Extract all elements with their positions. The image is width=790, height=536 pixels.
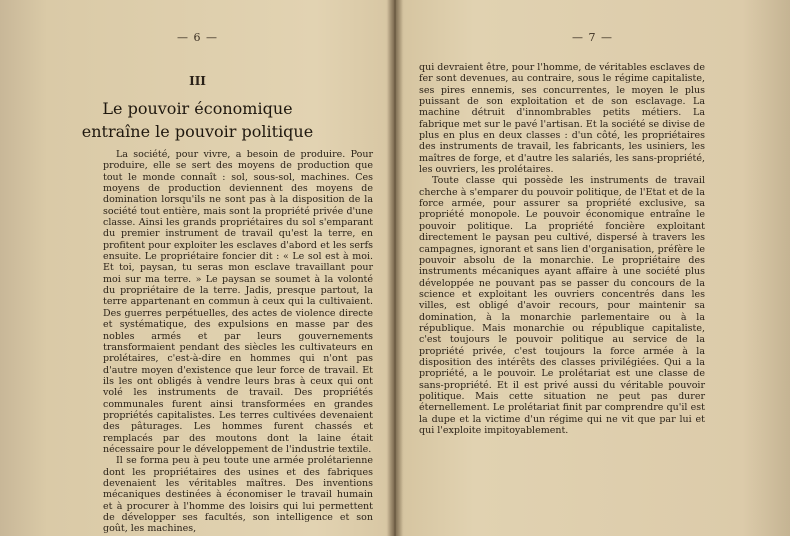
section-number: III: [189, 74, 206, 88]
left-body-text: [103, 149, 373, 535]
chapter-title-line-1: Le pouvoir économique: [102, 99, 293, 118]
page-number-right: — 7 —: [572, 31, 613, 44]
right-body-text: [419, 62, 705, 436]
book-gutter: [386, 0, 404, 536]
paragraph: Il se forma peu à peu toute une armée prolétarienne dont les propriétaires des usines et des fabriques devenaient les véritables maîtres. Des inventions mécaniques destinées à économiser le travail humain et à procurer à l'homme des loisirs qui lui permettent de développer ses facultés, son intelligence et son goût, les machines,: [103, 455, 373, 535]
paragraph: La société, pour vivre, a besoin de produire. Pour produire, elle se sert des moyens de production que tout le monde connaît : sol, sous-sol, machines. Ces moyens de production deviennent des moyens de domination lorsqu'ils ne sont pas à la disposition de la société tout entière, mais sont la propriété privée d'une classe. Ainsi les grands propriétaires du sol s'emparant du premier instrument de travail qu'est la terre, en profitent pour exploiter les esclaves d'abord et les serfs ensuite. Le propriétaire foncier dit : « Le sol est à moi. Et toi, paysan, tu seras mon esclave travaillant pour moi sur ma terre. » Le paysan se soumet à la volonté du propriétaire de la terre. Jadis, presque partout, la terre appartenant en commun à ceux qui la cultivaient. Des guerres perpétuelles, des actes de violence directe et systématique, des expulsions en masse par des nobles armés et par leurs gouvernements transformaient pendant des siècles les cultivateurs en prolétaires, c'est-à-dire en hommes qui n'ont pas d'autre moyen d'existence que leur force de travail. Et ils les ont obligés à vendre leurs bras à ceux qui ont volé les instruments de travail. Des propriétés communales furent ainsi transformées en grandes propriétés capitalistes. Les terres cultivées devenaient des pâturages. Les hommes furent chassés et remplacés par des moutons dont la laine était nécessaire pour le développement de l'industrie textile.: [103, 149, 373, 455]
paragraph: Toute classe qui possède les instruments de travail cherche à s'emparer du pouvoir politique, de l'Etat et de la force armée, pour assurer sa propriété exclusive, sa propriété monopole. Le pouvoir économique entraîne le pouvoir politique. La propriété foncière exploitant directement le paysan peu cultivé, dispersé à travers les campagnes, ignorant et sans lien d'organisation, préfère le pouvoir absolu de la monarchie. Le propriétaire des instruments mécaniques ayant affaire à une société plus développée ne pouvant pas se passer du concours de la science et exploitant les ouvriers concentrés dans les villes, est obligé d'avoir recours, pour maintenir sa domination, à la monarchie parlementaire ou à la république. Mais monarchie ou république capitaliste, c'est toujours le pouvoir politique au service de la propriété privée, c'est toujours la force armée à la disposition des intérêts des classes privilégiées. Qui a la propriété, a le pouvoir. Le prolétariat est une classe de sans-propriété. Et il est privé aussi du véritable pouvoir politique. Mais cette situation ne peut pas durer éternellement. Le prolétariat finit par comprendre qu'il est la dupe et la victime d'un régime qui ne vit que par lui et qui l'exploite impitoyablement.: [419, 175, 705, 436]
paragraph: qui devraient être, pour l'homme, de véritables esclaves de fer sont devenues, au contraire, sous le régime capitaliste, ses pires ennemis, ses concurrentes, le moyen le plus puissant de son exploitation et de son esclavage. La machine détruit d'innombrables petits métiers. La fabrique met sur le pavé l'artisan. Et la société se divise de plus en plus en deux classes : d'un côté, les propriétaires des instruments de travail, les fabricants, les usiniers, les maîtres de forge, et d'autre les salariés, les sans-propriété, les ouvriers, les prolétaires.: [419, 62, 705, 176]
chapter-title-line-2: entraîne le pouvoir politique: [81, 122, 314, 141]
page-number-left: — 6 —: [177, 31, 218, 44]
